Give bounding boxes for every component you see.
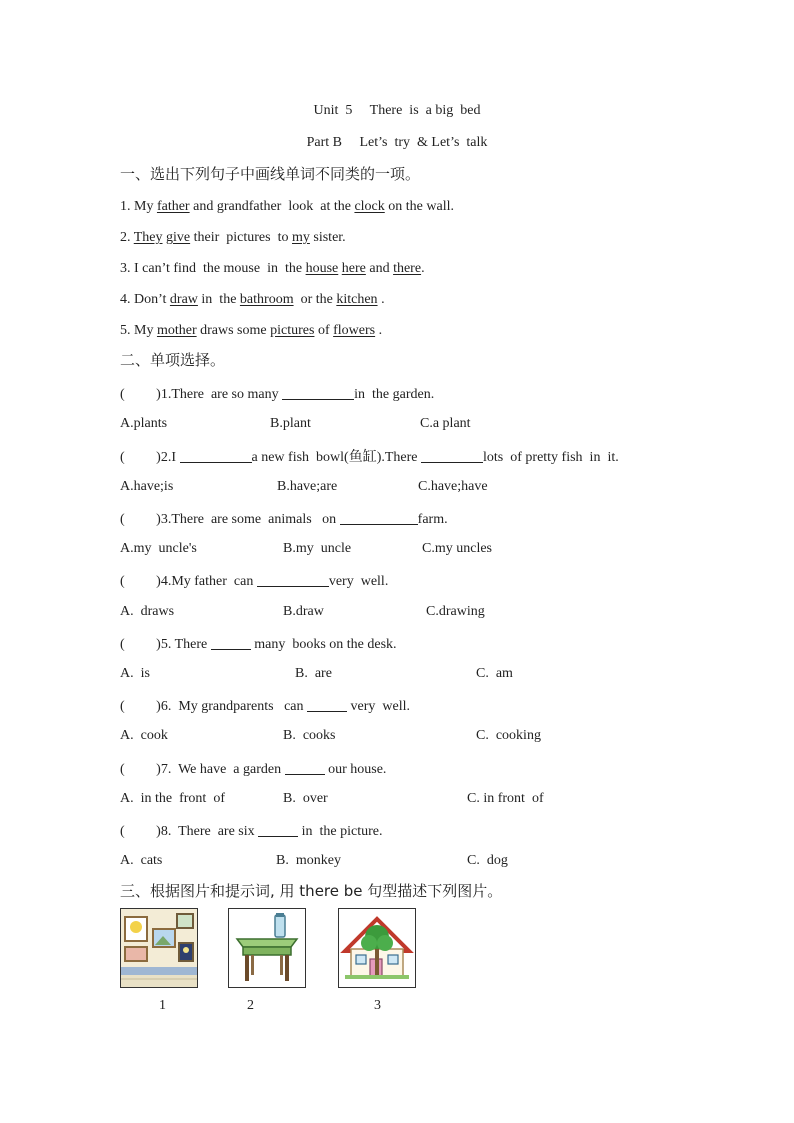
s2-question-6: ( )6. My grandparents can very well. [120, 699, 410, 714]
s2-question-8: ( )8. There are six in the picture. [120, 824, 383, 839]
section2-heading: 二、单项选择。 [120, 351, 226, 369]
option-a: A. draws [120, 604, 175, 619]
page-subtitle: Part B Let’s try & Let’s talk [306, 135, 488, 150]
option-b: B.draw [283, 604, 324, 619]
s1-question-3: 3. I can’t find the mouse in the house here and there. [120, 261, 425, 276]
picture-label-2: 2 [247, 998, 254, 1013]
picture-wall-paintings [120, 908, 198, 988]
option-a: A. is [120, 666, 150, 681]
picture-label-3: 3 [374, 998, 381, 1013]
answer-blank[interactable] [340, 510, 418, 525]
table-bottle-image [229, 909, 305, 987]
picture-table-bottle [228, 908, 306, 988]
answer-blank[interactable] [258, 822, 298, 837]
option-b: B. over [283, 791, 328, 806]
picture-house-tree [338, 908, 416, 988]
s2-question-1: ( )1.There are so many in the garden. [120, 387, 435, 402]
wall-paintings-image [121, 909, 197, 987]
answer-blank[interactable] [211, 635, 251, 650]
s1-question-5: 5. My mother draws some pictures of flowers . [120, 323, 383, 338]
option-c: C. am [476, 666, 513, 681]
option-c: C. in front of [467, 791, 544, 806]
s1-question-4: 4. Don’t draw in the bathroom or the kitchen . [120, 292, 385, 307]
s2-question-7: ( )7. We have a garden our house. [120, 762, 387, 777]
section3-heading: 三、根据图片和提示词, 用 there be 句型描述下列图片。 [120, 882, 503, 900]
answer-blank[interactable] [180, 448, 252, 463]
option-a: A. cats [120, 853, 163, 868]
option-a: A. cook [120, 728, 168, 743]
answer-blank[interactable] [285, 760, 325, 775]
picture-label-1: 1 [159, 998, 166, 1013]
answer-blank[interactable] [257, 572, 329, 587]
page-title: Unit 5 There is a big bed [313, 103, 481, 118]
option-a: A.have;is [120, 479, 174, 494]
option-c: C.have;have [418, 479, 488, 494]
option-c: C. cooking [476, 728, 541, 743]
s1-question-1: 1. My father and grandfather look at the clock on the wall. [120, 199, 454, 214]
option-c: C.my uncles [422, 541, 492, 556]
section1-heading: 一、选出下列句子中画线单词不同类的一项。 [120, 165, 421, 183]
s1-question-2: 2. They give their pictures to my sister. [120, 230, 346, 245]
s2-question-3: ( )3.There are some animals on farm. [120, 512, 448, 527]
option-a: A.plants [120, 416, 168, 431]
option-b: B. cooks [283, 728, 336, 743]
answer-blank[interactable] [421, 448, 483, 463]
option-b: B. monkey [276, 853, 341, 868]
option-c: C.drawing [426, 604, 485, 619]
option-a: A.my uncle's [120, 541, 197, 556]
option-b: B. are [295, 666, 332, 681]
option-b: B.have;are [277, 479, 338, 494]
option-c: C.a plant [420, 416, 471, 431]
s2-question-5: ( )5. There many books on the desk. [120, 637, 397, 652]
answer-blank[interactable] [307, 697, 347, 712]
option-a: A. in the front of [120, 791, 225, 806]
option-b: B.my uncle [283, 541, 352, 556]
option-b: B.plant [270, 416, 311, 431]
s2-question-4: ( )4.My father can very well. [120, 574, 389, 589]
s2-question-2: ( )2.I a new fish bowl(鱼缸).There lots of pretty fish in it. [120, 450, 619, 465]
answer-blank[interactable] [282, 385, 354, 400]
house-tree-image [339, 909, 415, 987]
option-c: C. dog [467, 853, 508, 868]
